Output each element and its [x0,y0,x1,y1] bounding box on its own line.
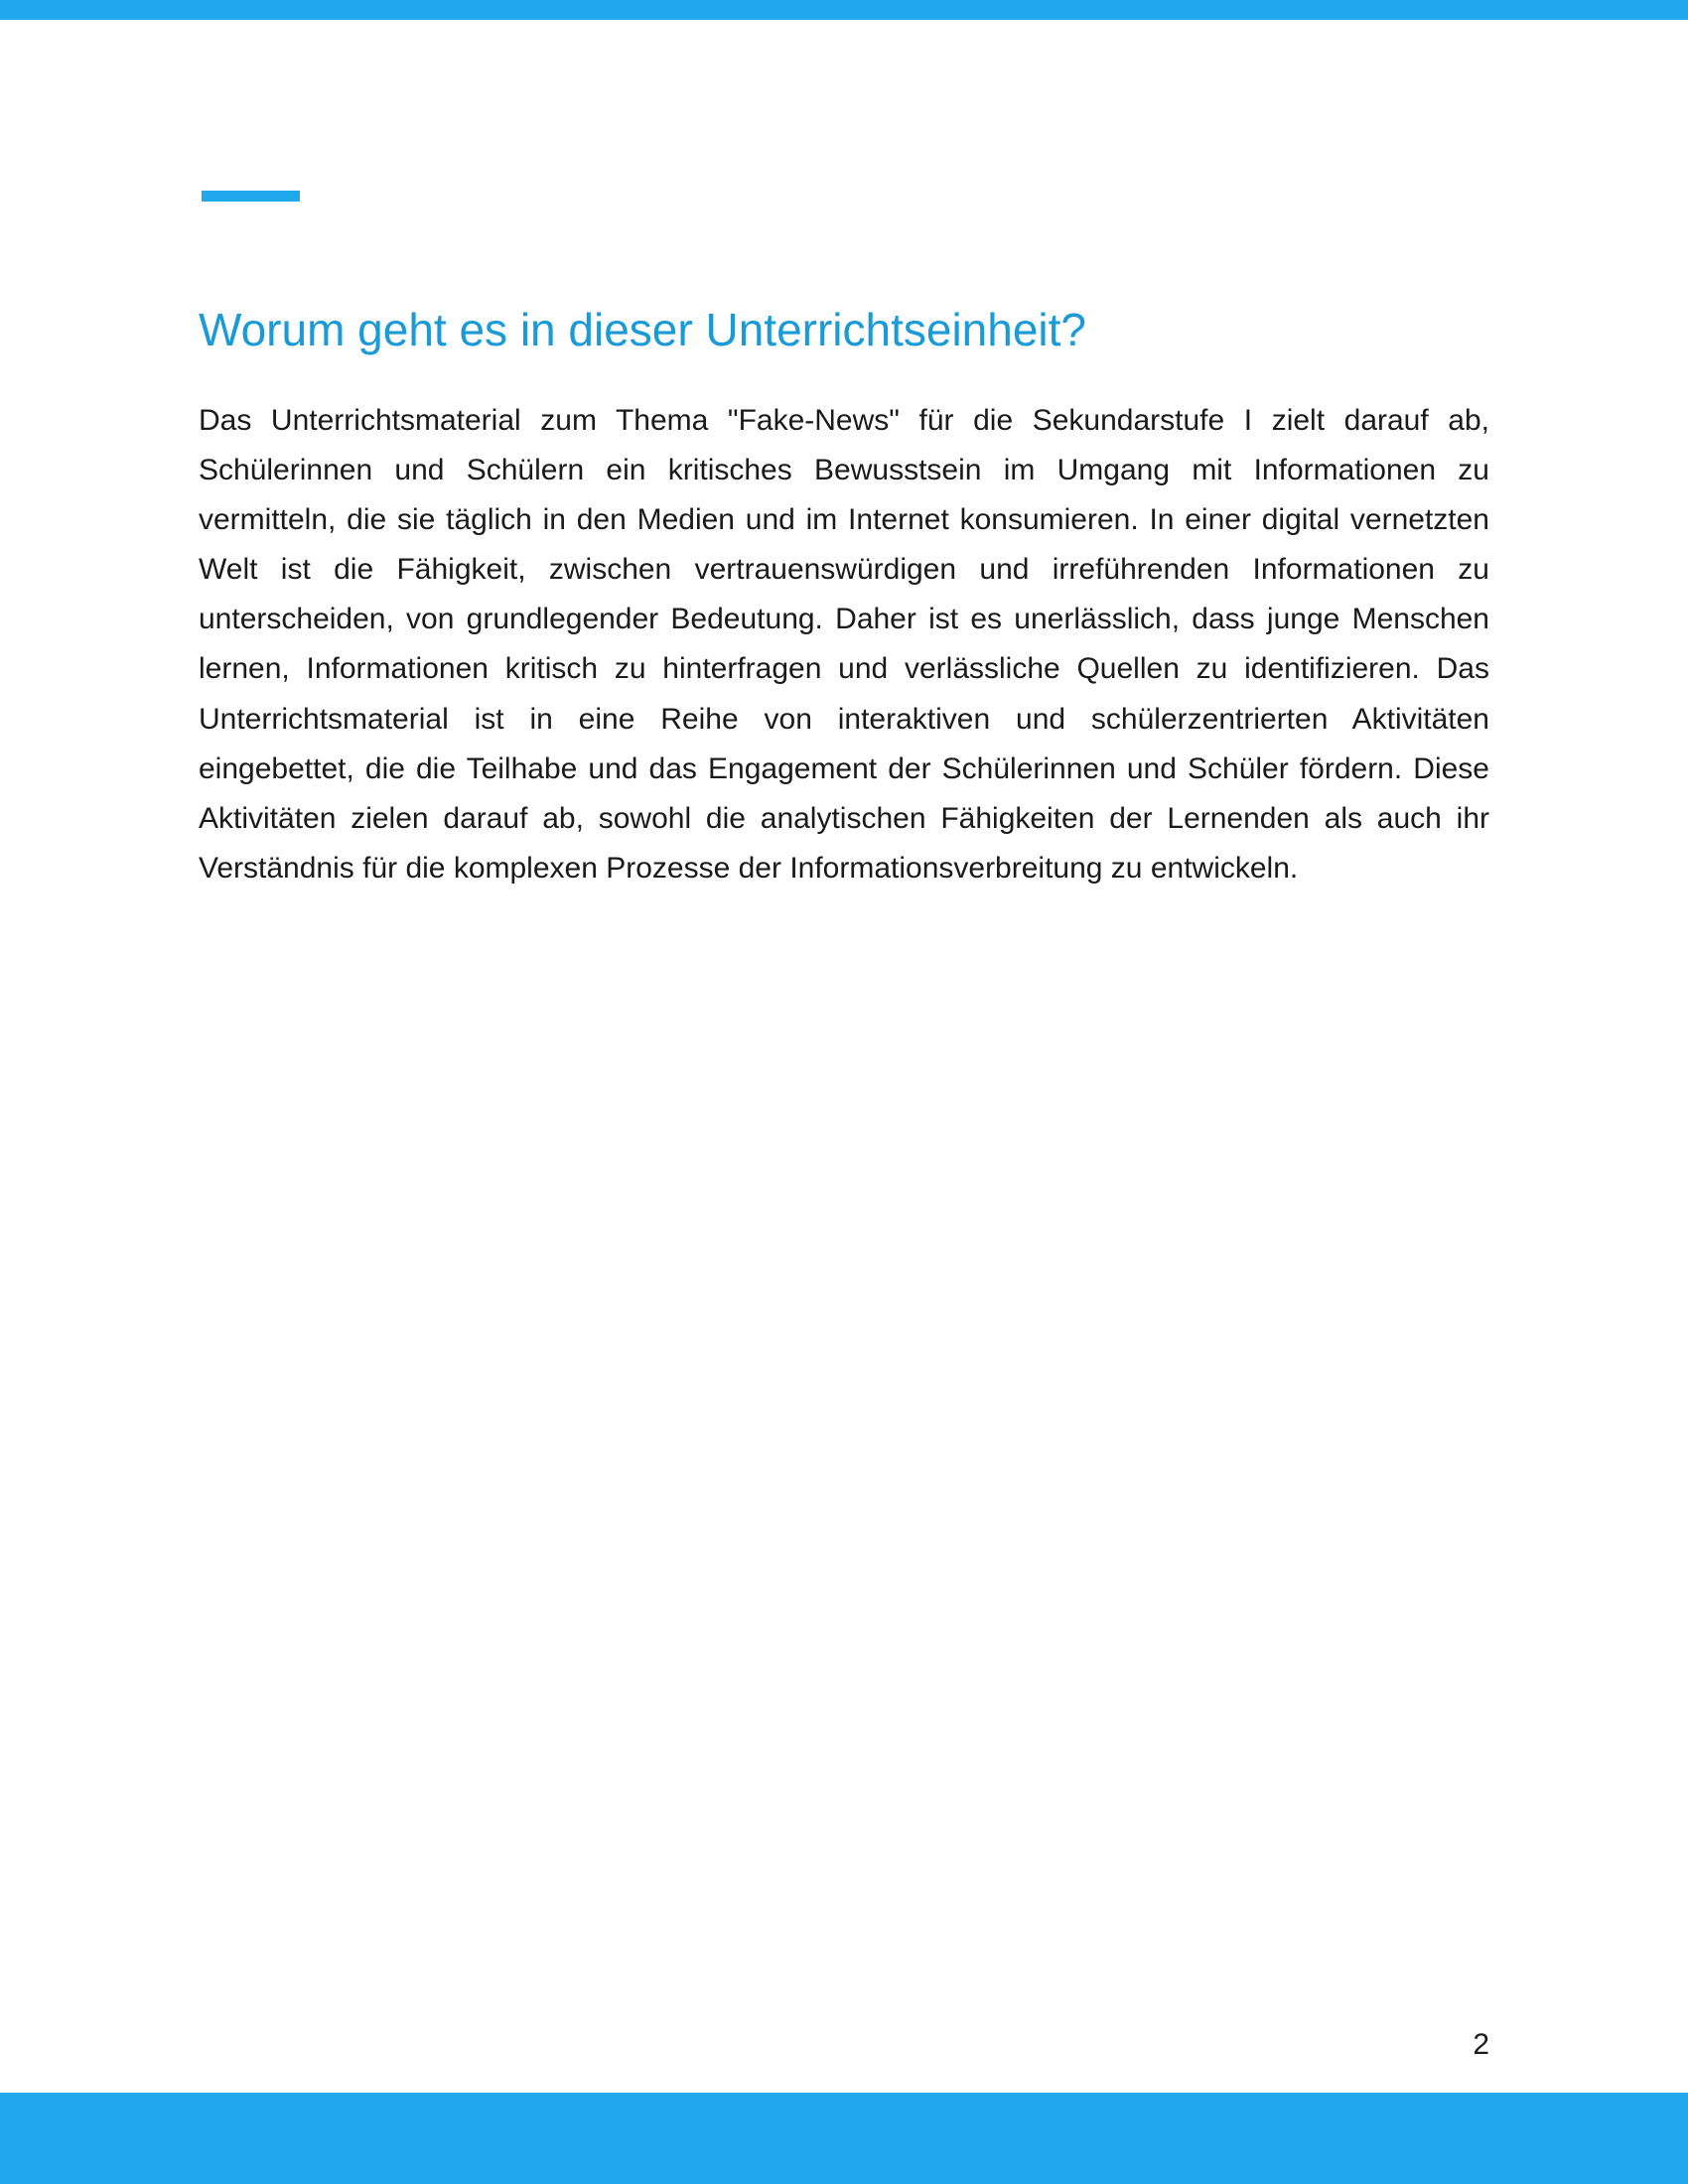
body-paragraph: Das Unterrichtsmaterial zum Thema "Fake-News" für die Sekundarstufe I zielt darauf ab, Schülerinnen und Schülern ein kritisches Bewusstsein im Umgang mit Informationen zu vermitteln, die sie täglich in den Medien und im Internet konsumieren. In einer digital vernetzten Welt ist die Fähigkeit, zwischen vertrauenswürdigen und irreführenden Informationen zu unterscheiden, von grundlegender Bedeutung. Daher ist es unerlässlich, dass junge Menschen lernen, Informationen kritisch zu hinterfragen und verlässliche Quellen zu identifizieren. Das Unterrichtsmaterial ist in eine Reihe von interaktiven und schülerzentrierten Aktivitäten eingebettet, die die Teilhabe und das Engagement der Schülerinnen und Schüler fördern. Diese Aktivitäten zielen darauf ab, sowohl die analytischen Fähigkeiten der Lernenden als auch ihr Verständnis für die komplexen Prozesse der Informationsverbreitung zu entwickeln. [199,404,1489,885]
top-accent-bar [0,0,1688,20]
bottom-accent-bar [0,2093,1688,2184]
section-heading: Worum geht es in dieser Unterrichtseinheit? [199,304,1087,355]
page-number: 2 [1473,2028,1489,2061]
section-accent-dash [202,191,300,202]
